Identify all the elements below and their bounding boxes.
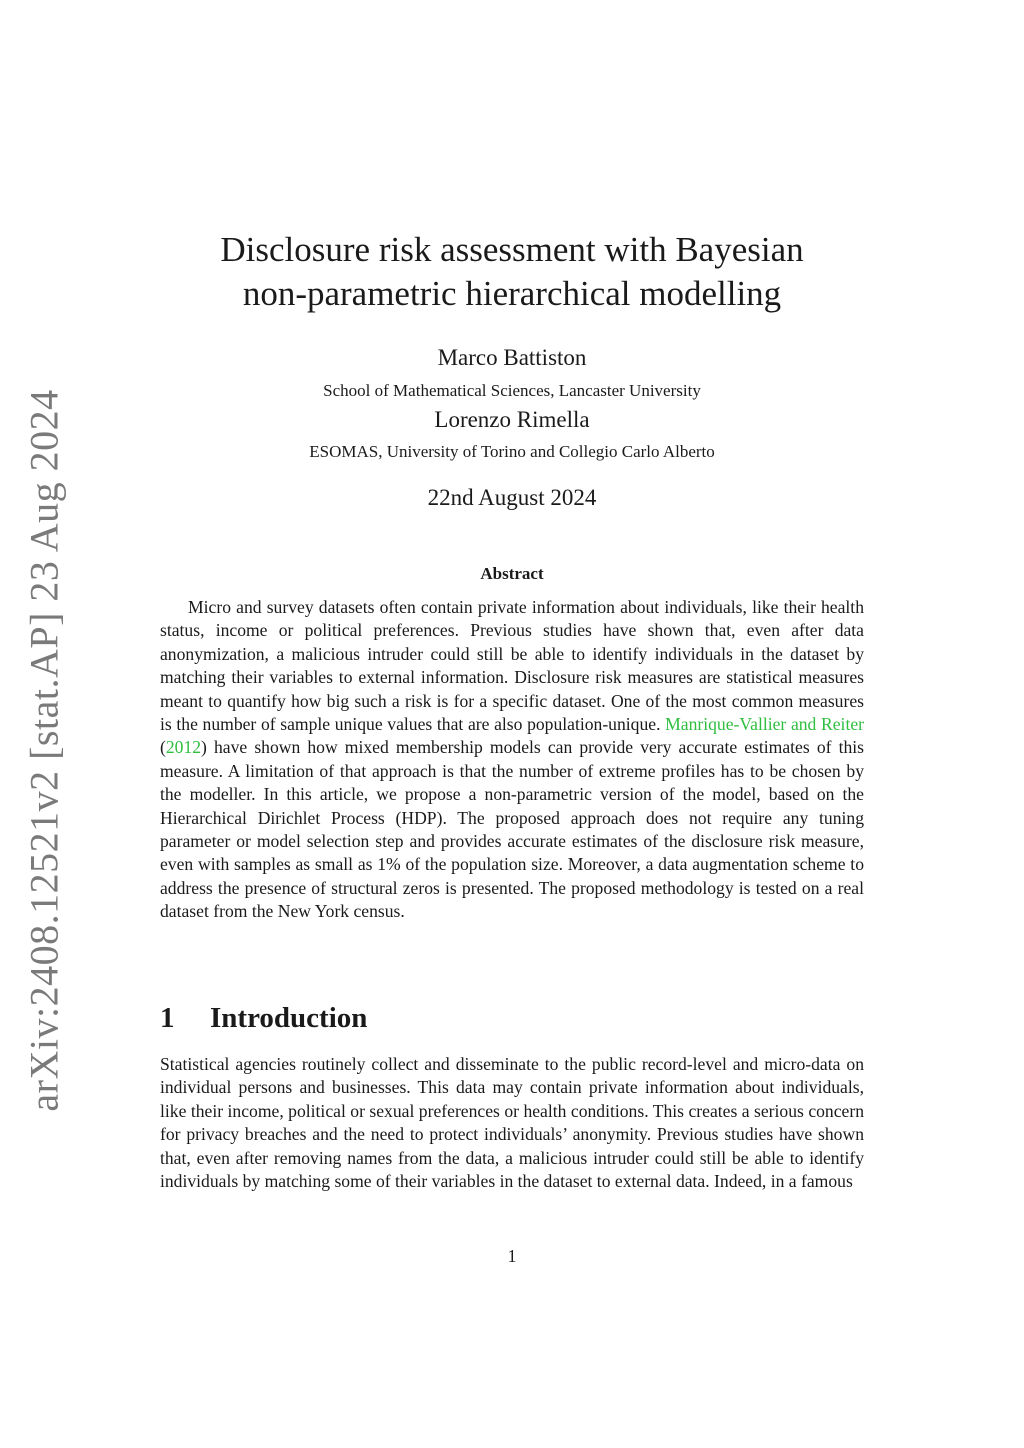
section-number: 1 [160, 1002, 175, 1034]
abstract-text-part-2: have shown how mixed membership models can provide very accurate estimates of this measure. A limitation of that approach is that the number of extreme profiles has to be chosen by the modeller. In this article, we propose a non-parametric version of the model, based on the Hierarchical Dirichlet Process (HDP). The proposed approach does not require any tuning parameter or model selection step and provides accurate estimates of the disclosure risk measure, even with samples as small as 1% of the population size. Moreover, a data augmentation scheme to address the presence of structural zeros is presented. The proposed methodology is tested on a real dataset from the New York census. [160, 737, 864, 922]
page-number: 1 [507, 1246, 517, 1266]
citation-link-year[interactable]: 2012 [165, 737, 202, 758]
arxiv-identifier-stamp [14, 388, 74, 1112]
paper-title [160, 228, 864, 316]
abstract-body [160, 596, 864, 924]
abstract-text-part-1: Micro and survey datasets often contain private information about individuals, like their health status, income or political preferences. Previous studies have shown that, even after data anonymization, a malicious intruder could still be able to identify individuals in the dataset by matching their variables to external information. Disclosure risk measures are statistical measures meant to quantify how big such a risk is for a specific dataset. One of the most common measures is the number of sample unique values that are also population-unique. [160, 597, 864, 735]
author-name: Lorenzo Rimella [434, 407, 590, 432]
citation-link-authors[interactable]: Manrique-Vallier and Reiter [665, 714, 865, 735]
citation-paren-open: ( [160, 737, 166, 758]
arxiv-identifier-text: arXiv:2408.12521v2 [stat.AP] 23 Aug 2024 [21, 388, 67, 1112]
author-name: Marco Battiston [437, 345, 587, 370]
introduction-body: Statistical agencies routinely collect and disseminate to the public record-level and micro-data on individual persons and businesses. This data may contain private information about individuals, like their income, political or sexual preferences or health conditions. This creates a serious concern for privacy breaches and the need to protect individuals’ anonymity. Previous studies have shown that, even after removing names from the data, a malicious intruder could still be able to identify individuals by matching some of their variables in the dataset to external data. Indeed, in a famous [160, 1054, 864, 1192]
publication-date: 22nd August 2024 [427, 485, 597, 510]
section-title: Introduction [210, 1002, 368, 1034]
paper-title-line-1: Disclosure risk assessment with Bayesian [220, 230, 804, 269]
author-affiliation: ESOMAS, University of Torino and Collegio Carlo Alberto [309, 442, 715, 461]
section-heading [160, 1000, 864, 1036]
paper-title-line-2: non-parametric hierarchical modelling [242, 274, 782, 313]
citation-paren-close: ) [201, 737, 207, 758]
author-affiliation: School of Mathematical Sciences, Lancaster University [323, 381, 701, 400]
abstract-heading: Abstract [480, 564, 544, 583]
